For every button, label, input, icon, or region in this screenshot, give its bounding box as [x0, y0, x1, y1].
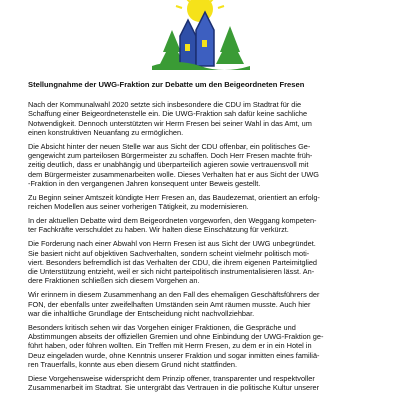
- paragraph-line: reichen Modellen aus seiner vorherigen Tätigkeit, zu modernisieren.: [28, 202, 249, 212]
- paragraph-line: dere Fraktionen schließen sich diesem Vorgehen an.: [28, 276, 200, 286]
- paragraph-line: Nach der Kommunalwahl 2020 setzte sich insbesondere die CDU im Stadtrat für die: [28, 100, 302, 109]
- paragraph-line: zeitig deutlich, dass er unabhängig und überparteilich agieren sowie vertrauensvoll mit: [28, 160, 309, 170]
- paragraph-line: ter Fachkräfte verschuldet zu haben. Wir halten diese Einschätzung für verkürzt.: [28, 225, 289, 235]
- paragraph-line: Die Absicht hinter der neuen Stelle war aus Sicht der CDU offenbar, ein politisches Ge-: [28, 141, 311, 151]
- paragraph-line: Die Forderung nach einer Abwahl von Herrn Fresen ist aus Sicht der UWG unbegründet.: [28, 239, 316, 249]
- paragraph-line: Diese Vorgehensweise widerspricht dem Prinzip offener, transparenter und respektvoller: [28, 373, 315, 383]
- paragraph-line: Notwendigkeit. Dennoch unterstützten wir Herrn Fresen bei seiner Wahl in das Amt, um: [28, 118, 312, 128]
- paragraph-line: Abstimmungen abseits der offiziellen Gremien und ohne Einbindung der UWG-Fraktion ge-: [28, 332, 324, 342]
- uwg-logo: [146, 0, 254, 70]
- document-title: Stellungnahme der UWG-Fraktion zur Debatte um den Beigeordneten Fresen: [28, 80, 305, 89]
- paragraph-line: Zu Beginn seiner Amtszeit kündigte Herr Fresen an, das Baudezernat, orientiert an erfolg-: [28, 192, 320, 202]
- paragraph-line: -Fraktion in den vergangenen Jahren konsequent unter Beweis gestellt.: [28, 178, 261, 188]
- document-body: [28, 100, 380, 397]
- paragraph-line: die Unterstützung entzieht, weil er sich nicht parteipolitisch instrumentalisieren lässt. An-: [28, 267, 315, 277]
- paragraph-line: war die inhaltliche Grundlage der Entscheidung nicht nachvollziehbar.: [28, 308, 255, 318]
- uwg-logo-graphic: [146, 0, 254, 70]
- paragraph-line: dem Bürgermeister zusammenarbeiten wolle. Dieses Verhalten hat er aus Sicht der UWG: [28, 169, 320, 179]
- paragraph-2: [28, 142, 380, 188]
- paragraph-line: Zusammenarbeit im Stadtrat. Sie untergräbt das Vertrauen in die politische Kultur unserer: [28, 383, 320, 393]
- paragraph-line: FON, der ebenfalls unter zweifelhaften Umständen sein Amt räumen musste. Auch hier: [28, 299, 311, 309]
- paragraph-1: [28, 100, 380, 137]
- paragraph-line: In der aktuellen Debatte wird dem Beigeordneten vorgeworfen, den Weggang kompeten-: [28, 216, 317, 226]
- tower-left-icon: [180, 20, 196, 66]
- paragraph-line: Wir erinnern in diesem Zusammenhang an den Fall des ehemaligen Geschäftsführers der: [28, 290, 320, 300]
- paragraph-7: [28, 323, 380, 369]
- paragraph-line: Schaffung einer Beigeordnetenstelle ein. Die UWG-Fraktion sah dafür keine sachliche: [28, 109, 308, 119]
- paragraph-8: [28, 374, 380, 393]
- paragraph-3: [28, 193, 380, 212]
- paragraph-line: einen konstruktiven Neuanfang zu ermöglichen.: [28, 127, 184, 137]
- paragraph-5: [28, 239, 380, 285]
- paragraph-line: viert. Besonders befremdlich ist das Verhalten der CDU, die ihrem eigenen Parteimitglied: [28, 257, 317, 267]
- paragraph-4: [28, 216, 380, 235]
- paragraph-line: gengewicht zum parteilosen Bürgermeister zu schaffen. Doch Herr Fresen machte früh-: [28, 151, 313, 161]
- paragraph-line: Sie basiert nicht auf objektiven Sachverhalten, sondern scheint vielmehr politisch moti-: [28, 248, 310, 258]
- paragraph-6: [28, 290, 380, 318]
- paragraph-line: führt haben, oder führen wollten. Ein Treffen mit Herrn Fresen, zu dem er in ein Hotel in: [28, 341, 312, 351]
- paragraph-line: Deuz eingeladen wurde, ohne Kenntnis unserer Fraktion und sogar inmitten eines familiä-: [28, 350, 320, 360]
- paragraph-line: Besonders kritisch sehen wir das Vorgehen einiger Fraktionen, die Gespräche und: [28, 322, 296, 332]
- paragraph-line: ren Trauerfalls, konnte aus eben diesem Grund nicht stattfinden.: [28, 359, 238, 369]
